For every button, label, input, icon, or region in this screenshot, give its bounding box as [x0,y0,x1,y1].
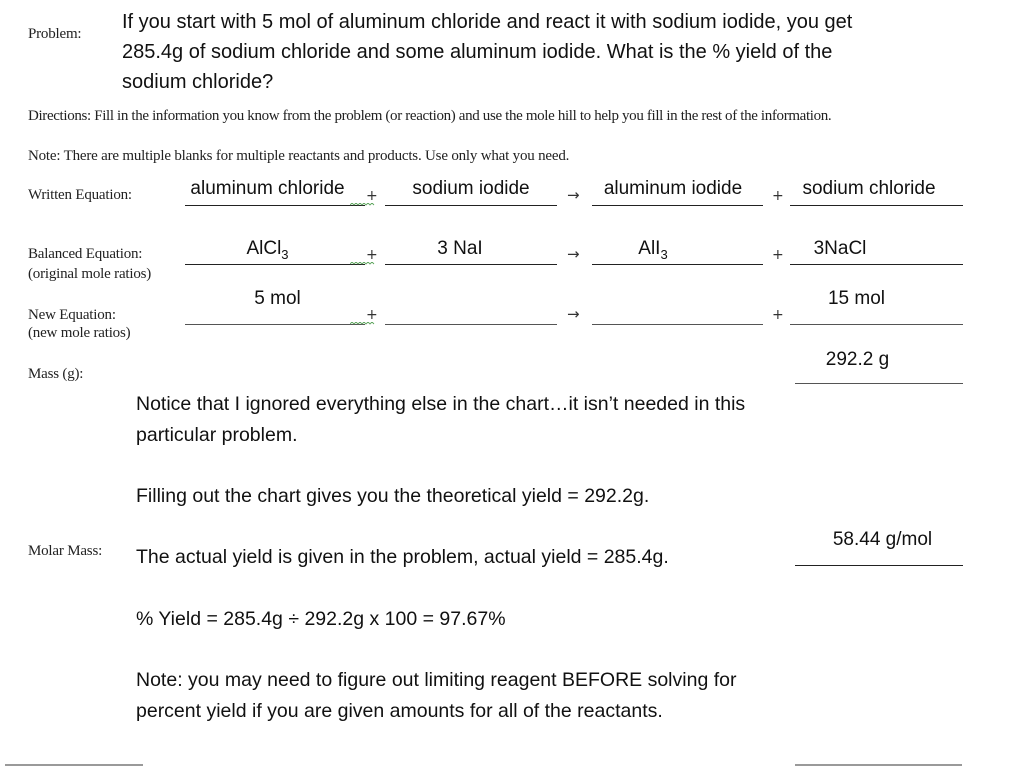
written-equation-label: Written Equation: [28,187,132,203]
written-blank-1[interactable] [185,205,365,206]
plus-sign: + [772,307,784,323]
new-blank-2[interactable] [385,324,557,325]
problem-label: Problem: [28,26,82,42]
balanced-reactant-2 [385,238,535,260]
explanation-ignored-note: Notice that I ignored everything else in the chart…it isn’t needed in this particular problem. [136,393,746,446]
problem-line-2: 285.4g of sodium chloride and some aluminum iodide. What is the % yield of the [122,41,833,63]
written-product-2: sodium chloride [802,178,936,199]
mass-blank-4[interactable] [795,383,963,384]
balanced-product-2 [790,238,890,260]
balanced-equation-sublabel: (original mole ratios) [28,266,152,282]
molar-mass-label: Molar Mass: [28,543,103,559]
explanation-percent-yield: % Yield = 285.4g ÷ 292.2g x 100 = 97.67% [136,608,506,630]
reaction-arrow-icon: → [567,245,580,263]
problem-line-3: sodium chloride? [122,71,274,93]
reaction-arrow-icon: → [567,305,580,323]
plus-sign: + [366,188,378,204]
reaction-arrow-icon: → [567,186,580,204]
balanced-equation-label: Balanced Equation: [28,246,143,262]
formula-subscript: 3 [281,247,289,262]
balanced-blank-1[interactable] [185,264,365,265]
balanced-blank-2[interactable] [385,264,557,265]
formula-base: AlCl [246,238,282,259]
explanation-actual-yield: The actual yield is given in the problem, actual yield = 285.4g. [136,546,669,568]
explanation-limiting-reagent-note: Note: you may need to figure out limiting reagent BEFORE solving for percent yield if you are given amounts for all of the reactants. [136,669,737,722]
written-reactant-1: aluminum chloride [190,178,345,199]
new-reactant-1: 5 mol [254,288,301,309]
note-blanks-text: Note: There are multiple blanks for multiple reactants and products. Use only what you need. [28,148,570,164]
directions-text: Directions: Fill in the information you know from the problem (or reaction) and use the mole hill to help you fill in the rest of the information. [28,108,832,124]
footer-divider-left [5,764,143,766]
balanced-blank-3[interactable] [592,264,763,265]
plus-sign: + [772,247,784,263]
new-product-2: 15 mol [827,288,886,309]
new-blank-4[interactable] [790,324,963,325]
new-equation-sublabel: (new mole ratios) [28,325,131,341]
mass-label: Mass (g): [28,366,84,382]
new-equation-label: New Equation: [28,307,116,323]
plus-sign: + [772,188,784,204]
balanced-reactant-1 [180,238,355,260]
formula-base: AlI [638,238,661,259]
balanced-blank-4[interactable] [790,264,963,265]
explanation-theoretical-yield: Filling out the chart gives you the theoretical yield = 292.2g. [136,485,650,507]
plus-sign: + [366,307,378,323]
written-product-1: aluminum iodide [603,178,743,199]
new-blank-3[interactable] [592,324,763,325]
written-blank-4[interactable] [790,205,963,206]
molar-mass-product-2: 58.44 g/mol [832,529,933,550]
footer-divider-right [795,764,962,766]
problem-line-1: If you start with 5 mol of aluminum chloride and react it with sodium iodide, you get [122,11,853,33]
balanced-product-1 [588,238,718,260]
new-blank-1[interactable] [185,324,365,325]
formula-subscript: 3 [660,247,668,262]
written-reactant-2: sodium iodide [412,178,530,199]
plus-sign: + [366,247,378,263]
written-blank-2[interactable] [385,205,557,206]
mass-product-2: 292.2 g [825,349,890,370]
formula-base: 3 NaI [437,238,483,259]
formula-base: 3NaCl [813,238,867,259]
written-blank-3[interactable] [592,205,763,206]
